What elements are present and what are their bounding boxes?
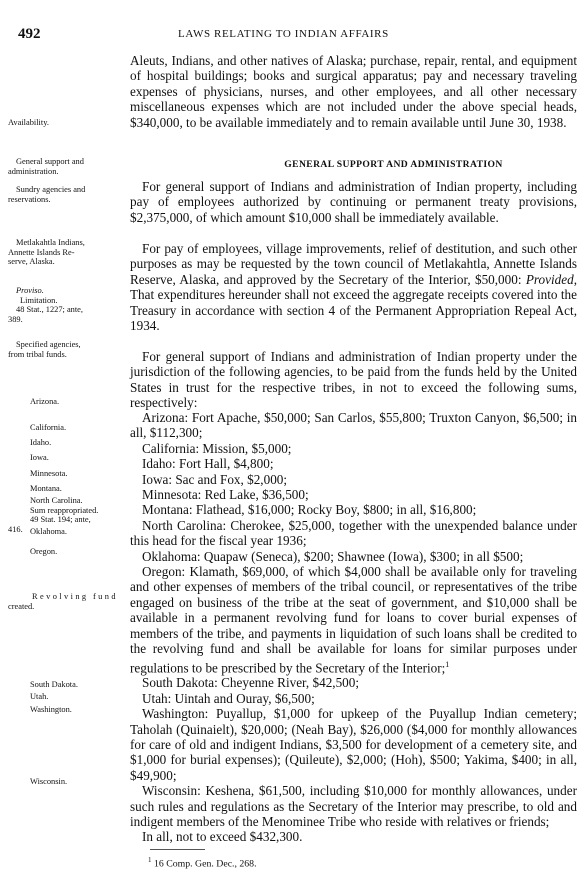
page-header bbox=[0, 26, 586, 46]
margin-note-line: Limitation. bbox=[20, 295, 58, 305]
margin-note-utah: Utah. bbox=[30, 692, 49, 701]
margin-note-line: 389. bbox=[8, 314, 23, 324]
item-oklahoma: Oklahoma: Quapaw (Seneca), $200; Shawnee (Iowa), $300; in all $500; bbox=[142, 548, 524, 564]
margin-note-line: North Carolina. bbox=[30, 496, 83, 505]
paragraph-text: Aleuts, Indians, and other natives of Alaska; purchase, repair, rental, and equipment of hospital buildings; books and surgical apparatus; pay and necessary traveling expenses of physicians, nurses, and other employees, and all other necessary miscellaneous expenses which are not included under the above special heads, $340,000, to be available immediately and to remain available until June 30, 1938. bbox=[130, 53, 577, 130]
paragraph-text: For general support of Indians and administration of Indian property under the jurisdiction of the following agencies, to be paid from the funds held by the United States in trust for the respective tribes, in not to exceed the following sums, respectively: bbox=[130, 349, 577, 411]
margin-note-line: General support and bbox=[16, 157, 84, 166]
margin-note-washington: Washington. bbox=[30, 705, 72, 714]
margin-note-idaho: Idaho. bbox=[30, 438, 52, 447]
margin-note-line: 416. bbox=[8, 524, 23, 534]
margin-note-metlakahtla bbox=[8, 238, 85, 267]
running-title: LAWS RELATING TO INDIAN AFFAIRS bbox=[178, 28, 389, 40]
margin-note-line: Proviso. bbox=[16, 286, 44, 295]
item-california: California: Mission, $5,000; bbox=[142, 440, 292, 456]
section-heading: GENERAL SUPPORT AND ADMINISTRATION bbox=[284, 159, 503, 170]
paragraph-metlakahtla-text bbox=[130, 241, 577, 333]
paragraph-intro bbox=[130, 53, 577, 130]
footnote-text: 16 Comp. Gen. Dec., 268. bbox=[153, 858, 257, 870]
margin-note-line: Specified agencies, bbox=[16, 340, 81, 349]
appropriation-list bbox=[130, 410, 577, 845]
margin-note-specified-agencies bbox=[8, 340, 81, 359]
margin-note-line: Sum reappropriated. bbox=[30, 505, 99, 515]
margin-note-revolving-fund bbox=[8, 592, 118, 611]
margin-note-montana: Montana. bbox=[30, 484, 62, 493]
margin-note-line: 49 Stat. 194; ante, bbox=[30, 515, 91, 525]
item-iowa: Iowa: Sac and Fox, $2,000; bbox=[142, 471, 288, 487]
paragraph-text: For general support of Indians and administration of Indian property, including pay of employees authorized by continuing or permanent treaty provisions, $2,375,000, of which amount $10,000 shall be immediately available. bbox=[130, 179, 577, 225]
margin-note-south-dakota: South Dakota. bbox=[30, 680, 78, 689]
margin-note-availability bbox=[8, 118, 49, 128]
margin-note-line: administration. bbox=[8, 166, 59, 176]
margin-note-line: Revolving fund bbox=[32, 592, 118, 601]
footnote-line bbox=[148, 853, 577, 872]
footnote bbox=[130, 853, 577, 872]
margin-note-wisconsin: Wisconsin. bbox=[30, 777, 68, 786]
proviso-word: Provided bbox=[525, 271, 574, 287]
paragraph-specified-agencies bbox=[130, 349, 577, 411]
margin-note-line: created. bbox=[8, 601, 35, 611]
margin-note-line: reservations. bbox=[8, 194, 51, 204]
paragraph-metlakahtla bbox=[130, 241, 577, 333]
page-number: 492 bbox=[18, 26, 41, 42]
margin-note-california: California. bbox=[30, 423, 67, 432]
margin-note-arizona: Arizona. bbox=[30, 397, 60, 406]
text-span: For pay of employees, village improvements, relief of destitution, and such other purposes as may be requested by the town council of Metlakahtla, Annette Islands Reserve, Alaska, and approved by the Secretary of the Interior, $50,000: bbox=[130, 241, 577, 287]
margin-note-text: Availability. bbox=[8, 118, 49, 127]
item-minnesota: Minnesota: Red Lake, $36,500; bbox=[142, 487, 309, 503]
item-montana: Montana: Flathead, $16,000; Rocky Boy, $800; in all, $16,800; bbox=[142, 502, 477, 518]
item-wisconsin: Wisconsin: Keshena, $61,500, including $10,000 for monthly allowances, under such rules and regulations as the Secretary of the Interior may prescribe, to old and indigent members of the Menominee Tribe who reside with relatives or friends; bbox=[130, 783, 577, 829]
footnote-rule bbox=[150, 849, 205, 850]
margin-note-proviso bbox=[8, 286, 83, 324]
item-oregon bbox=[130, 564, 577, 675]
margin-note-general-support bbox=[8, 157, 84, 176]
footnote-ref: 1 bbox=[445, 659, 450, 669]
margin-note-line: 48 Stat., 1227; ante, bbox=[16, 305, 83, 315]
item-washington: Washington: Puyallup, $1,000 for upkeep of the Puyallup Indian cemetery; Taholah (Quinaielt), $20,000; (Neah Bay), $26,000 ($4,000 for monthly allowances for care of old and indigent Indians, $3,500 for development of a cemetery site, and $1,000 for burial expenses); (Quileute), $2,000; (Hoh), $500; Yakima, $400; in all, $49,900; bbox=[130, 706, 577, 783]
margin-note-iowa: Iowa. bbox=[30, 453, 49, 462]
margin-note-line: serve, Alaska. bbox=[8, 257, 55, 267]
margin-note-line: Annette Islands Re- bbox=[8, 247, 75, 257]
item-south-dakota: South Dakota: Cheyenne River, $42,500; bbox=[142, 675, 360, 691]
item-north-carolina: North Carolina: Cherokee, $25,000, together with the unexpended balance under this head for the fiscal year 1936; bbox=[130, 517, 577, 549]
item-idaho: Idaho: Fort Hall, $4,800; bbox=[142, 456, 274, 472]
item-total: In all, not to exceed $432,300. bbox=[142, 829, 303, 845]
margin-note-line: Metlakahtla Indians, bbox=[16, 238, 85, 247]
margin-note-oregon: Oregon. bbox=[30, 547, 58, 556]
text-span: Oregon: Klamath, $69,000, of which $4,000 shall be available only for traveling and other expenses of members of the tribal council, or representatives of the tribe engaged on business of the tribe at the seat of government, and $10,000 shall be available in a permanent revolving fund for loans to cover burial expenses of members of the tribe, and payments in liquidation of such loans shall be credited to the revolving fund and shall be available for loans for similar purposes under regulations to be prescribed by the Secretary of the Interior; bbox=[130, 564, 577, 675]
text-span: , That expenditures hereunder shall not exceed the aggregate receipts covered into the Treasury in accordance with section 4 of the Permanent Appropriation Repeal Act, 1934. bbox=[130, 271, 577, 334]
margin-note-line: from tribal funds. bbox=[8, 349, 67, 359]
item-arizona: Arizona: Fort Apache, $50,000; San Carlos, $55,800; Truxton Canyon, $6,500; in all, $112,300; bbox=[130, 410, 577, 441]
paragraph-general-support bbox=[130, 179, 577, 225]
margin-note-sundry-agencies bbox=[8, 185, 85, 204]
footnote-marker: 1 bbox=[148, 856, 152, 864]
margin-note-minnesota: Minnesota. bbox=[30, 469, 68, 478]
item-utah: Utah: Uintah and Ouray, $6,500; bbox=[142, 690, 315, 706]
section-heading-general-support bbox=[130, 157, 577, 172]
margin-note-line: Sundry agencies and bbox=[16, 185, 86, 194]
margin-note-oklahoma: Oklahoma. bbox=[30, 527, 67, 536]
